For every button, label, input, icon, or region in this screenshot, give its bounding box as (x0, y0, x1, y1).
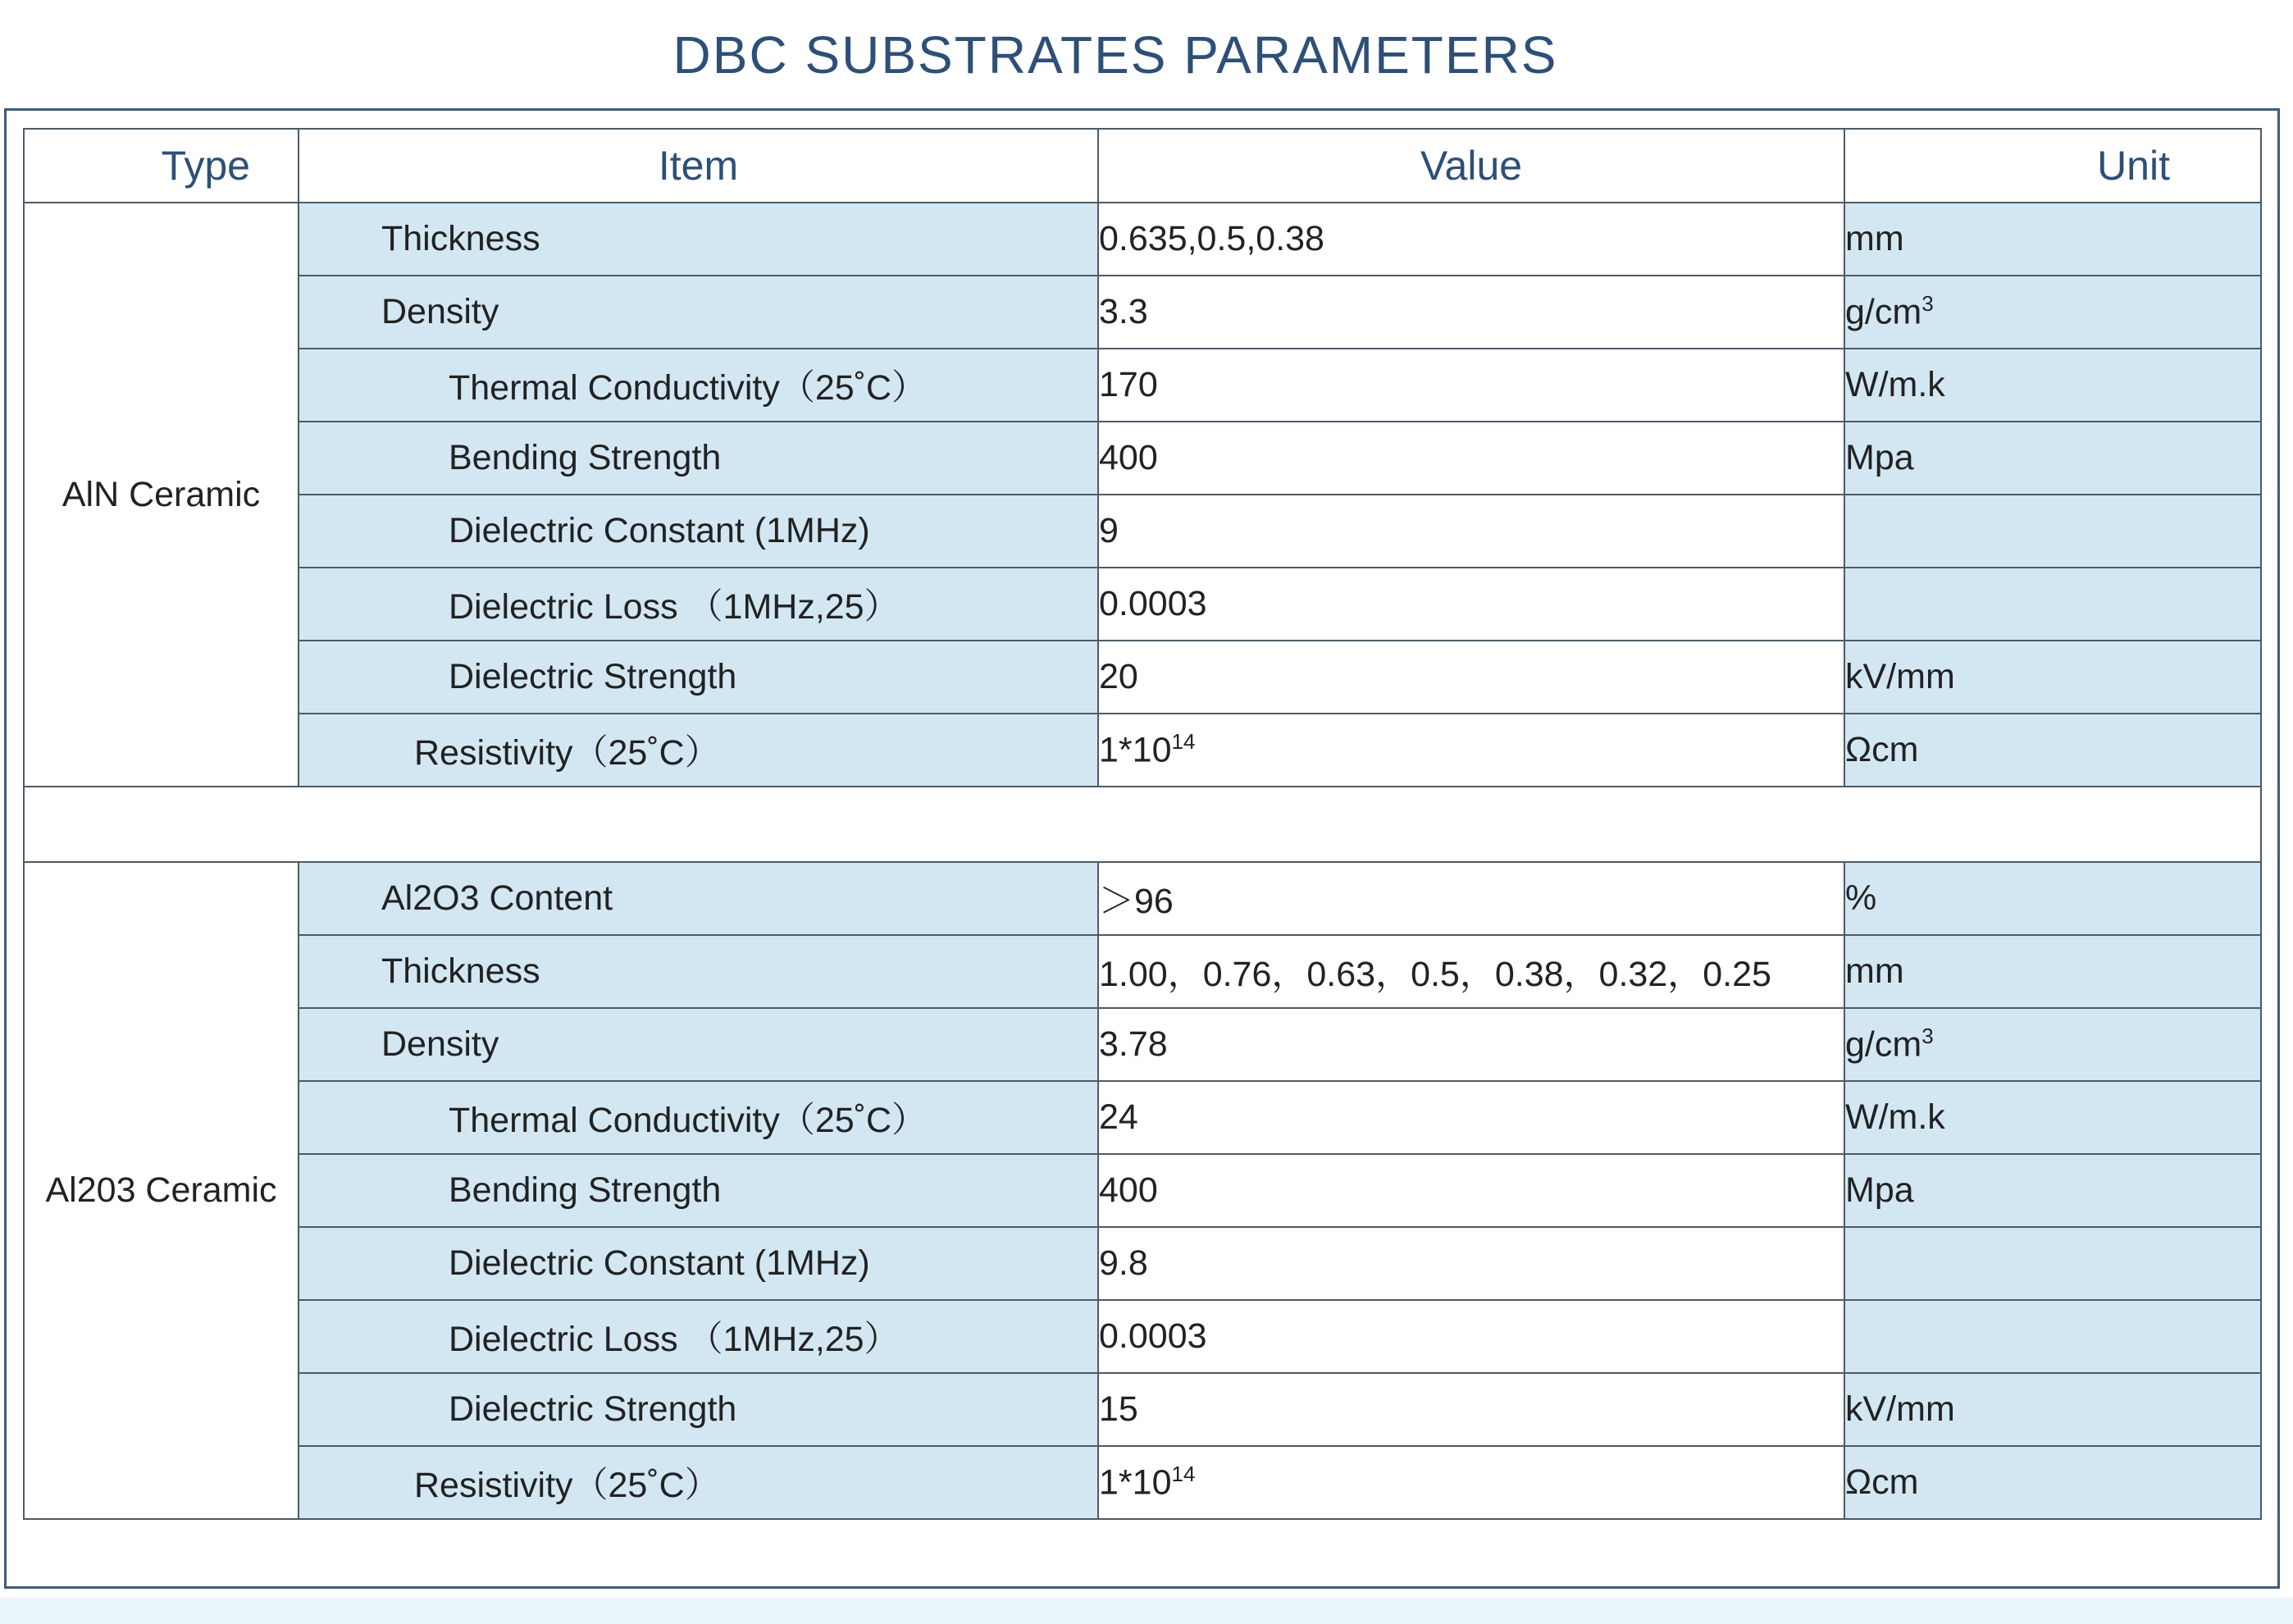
value-cell: 9.8 (1098, 1227, 1844, 1300)
unit-cell: kV/mm (1844, 1373, 2261, 1446)
table-row (24, 422, 2261, 495)
item-cell: Al2O3 Content (299, 862, 1098, 935)
header-value: Value (1098, 129, 1844, 203)
unit-cell: Mpa (1844, 1154, 2261, 1227)
unit-superscript: 3 (1921, 291, 1934, 317)
item-cell: Density (299, 276, 1098, 349)
value-cell: 24 (1098, 1081, 1844, 1154)
spacer-cell (24, 787, 2261, 862)
table-row (24, 641, 2261, 714)
header-item: Item (299, 129, 1098, 203)
item-cell: Thermal Conductivity（25˚C） (299, 1081, 1098, 1154)
unit-cell (1844, 495, 2261, 568)
unit-text: g/cm (1845, 1024, 1922, 1065)
value-cell: 0.635,0.5,0.38 (1098, 203, 1844, 276)
table-row (24, 276, 2261, 349)
item-cell: Resistivity（25˚C） (299, 1446, 1098, 1519)
value-cell: ＞96 (1098, 862, 1844, 935)
unit-cell: Ωcm (1844, 1446, 2261, 1519)
group-type-aln: AlN Ceramic (24, 203, 299, 787)
item-cell: Thickness (299, 203, 1098, 276)
item-cell: Dielectric Loss （1MHz,25） (299, 568, 1098, 641)
table-row (24, 495, 2261, 568)
table-row (24, 1081, 2261, 1154)
group-type-al2o3: Al203 Ceramic (24, 862, 299, 1519)
parameters-table (23, 128, 2262, 1520)
value-cell (1098, 1446, 1844, 1519)
table-row (24, 349, 2261, 422)
bottom-band (0, 1598, 2293, 1624)
page-title: DBC SUBSTRATES PARAMETERS (672, 25, 1558, 84)
table-row (24, 714, 2261, 787)
value-cell: 0.0003 (1098, 568, 1844, 641)
unit-superscript: 3 (1921, 1024, 1934, 1049)
item-cell: Dielectric Constant (1MHz) (299, 495, 1098, 568)
unit-cell: Mpa (1844, 422, 2261, 495)
group-spacer (24, 787, 2261, 862)
unit-text: g/cm (1845, 292, 1922, 332)
table-row (24, 1154, 2261, 1227)
table-row (24, 862, 2261, 935)
value-cell: 400 (1098, 422, 1844, 495)
unit-cell (1844, 1300, 2261, 1373)
value-cell: 400 (1098, 1154, 1844, 1227)
value-cell: 170 (1098, 349, 1844, 422)
value-text: 1*10 (1099, 730, 1172, 770)
item-cell: Dielectric Strength (299, 641, 1098, 714)
unit-cell (1844, 1008, 2261, 1081)
table-row (24, 203, 2261, 276)
item-cell: Dielectric Constant (1MHz) (299, 1227, 1098, 1300)
item-cell: Bending Strength (299, 1154, 1098, 1227)
value-superscript: 14 (1171, 729, 1196, 755)
unit-cell: W/m.k (1844, 349, 2261, 422)
table-row (24, 1008, 2261, 1081)
header-unit: Unit (1844, 129, 2261, 203)
table-row (24, 935, 2261, 1008)
table-row (24, 1373, 2261, 1446)
unit-cell: mm (1844, 935, 2261, 1008)
item-cell: Bending Strength (299, 422, 1098, 495)
table-row (24, 568, 2261, 641)
value-cell: 3.78 (1098, 1008, 1844, 1081)
value-cell: 15 (1098, 1373, 1844, 1446)
item-cell: Dielectric Strength (299, 1373, 1098, 1446)
item-cell: Thickness (299, 935, 1098, 1008)
unit-cell: W/m.k (1844, 1081, 2261, 1154)
value-superscript: 14 (1171, 1462, 1196, 1487)
table-row (24, 1446, 2261, 1519)
unit-cell: Ωcm (1844, 714, 2261, 787)
unit-cell (1844, 276, 2261, 349)
value-cell: 1.00，0.76，0.63，0.5，0.38，0.32，0.25 (1098, 935, 1844, 1008)
value-cell: 20 (1098, 641, 1844, 714)
item-cell: Dielectric Loss （1MHz,25） (299, 1300, 1098, 1373)
header-row (24, 129, 2261, 203)
header-type: Type (24, 129, 299, 203)
unit-cell (1844, 1227, 2261, 1300)
unit-cell (1844, 568, 2261, 641)
table-row (24, 1227, 2261, 1300)
item-cell: Thermal Conductivity（25˚C） (299, 349, 1098, 422)
value-text: 1*10 (1099, 1462, 1172, 1503)
item-cell: Resistivity（25˚C） (299, 714, 1098, 787)
item-cell: Density (299, 1008, 1098, 1081)
unit-cell: % (1844, 862, 2261, 935)
value-cell: 9 (1098, 495, 1844, 568)
value-cell: 3.3 (1098, 276, 1844, 349)
value-cell: 0.0003 (1098, 1300, 1844, 1373)
unit-cell: kV/mm (1844, 641, 2261, 714)
value-cell (1098, 714, 1844, 787)
table-row (24, 1300, 2261, 1373)
unit-cell: mm (1844, 203, 2261, 276)
